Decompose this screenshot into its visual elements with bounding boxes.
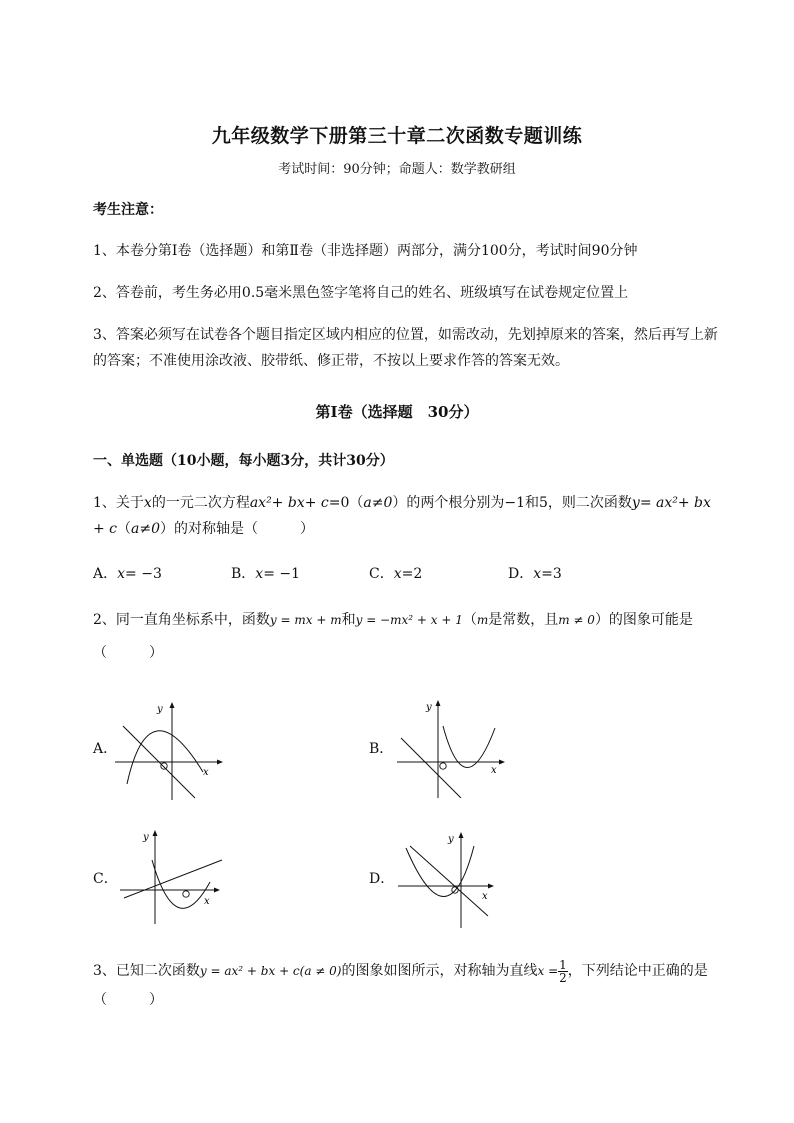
x-axis-label: x	[491, 765, 497, 776]
parabola-graph	[406, 846, 474, 897]
option-var: x	[117, 566, 126, 582]
q1-option-d[interactable]	[508, 563, 562, 583]
q3-fraction-denominator: 2	[559, 970, 567, 985]
page-title: 九年级数学下册第三十章二次函数专题训练	[211, 125, 583, 147]
q1-text-f: ）的对称轴是（ ）	[160, 521, 315, 537]
q1-text-d: ）的两个根分别为−1和5，则二次函数	[392, 495, 632, 511]
x-axis-arrow-icon	[499, 760, 505, 765]
q1-option-a[interactable]	[93, 563, 162, 583]
y-axis-label: y	[426, 702, 432, 713]
section-title: 第I卷（选择题 30分）	[315, 403, 479, 421]
x-axis-arrow-icon	[214, 888, 220, 893]
linear-graph	[401, 738, 461, 798]
q3-text-c: ，下列结论中正确的是	[567, 963, 708, 979]
question-3-line-1	[93, 955, 708, 987]
x-axis-label: x	[482, 891, 488, 902]
option-value: =2	[401, 566, 423, 582]
y-axis-arrow-icon	[436, 700, 441, 706]
notice-item-2: 2、答卷前，考生务必用0.5毫米黑色签字笔将自己的姓名、班级填写在试卷规定位置上	[93, 285, 629, 301]
q2-option-b-graph[interactable]	[395, 698, 505, 798]
option-var: x	[533, 566, 542, 582]
q1-text-c: =0（	[328, 495, 364, 511]
linear-graph	[410, 846, 488, 916]
question-1-line-2	[93, 519, 314, 539]
parabola-graph	[152, 860, 210, 908]
option-var: x	[255, 566, 264, 582]
page-subtitle: 考试时间：90分钟；命题人：数学教研组	[278, 162, 516, 177]
q3-text-a: 3、已知二次函数	[93, 963, 200, 979]
x-axis-label: x	[203, 767, 209, 778]
origin-marker	[183, 891, 189, 897]
notice-heading: 考生注意：	[93, 202, 163, 218]
option-label: B．	[231, 566, 256, 582]
q2-text-c: （	[462, 612, 477, 628]
q2-text-d: 是常数，且	[488, 612, 559, 628]
q1-equation: ax²+ bx+ c	[249, 495, 329, 511]
q2-option-c-label[interactable]: C．	[93, 871, 118, 887]
y-axis-label: y	[143, 832, 149, 843]
q2-function-1: y = mx + m	[269, 613, 342, 627]
option-label: A．	[93, 566, 118, 582]
option-label: C．	[369, 566, 394, 582]
part-heading: 一、单选题（10小题，每小题3分，共计30分）	[93, 453, 394, 469]
option-value: = −3	[125, 566, 162, 582]
origin-marker	[440, 763, 446, 769]
q1-text-a: 1、关于	[93, 495, 144, 511]
q1-function: y= ax²+ bx	[631, 495, 711, 511]
q3-x-equals: x =	[537, 964, 559, 978]
q3-answer-blank: （ ）	[93, 992, 163, 1008]
q2-text-e: ）的图象可能是	[594, 612, 693, 628]
q1-text-e: （	[117, 521, 132, 537]
q2-answer-blank: （ ）	[93, 645, 163, 661]
q1-function-cont: + c	[93, 521, 118, 537]
y-axis-label: y	[157, 704, 163, 715]
question-2-line-1	[93, 610, 693, 630]
q2-var-m: m	[476, 613, 489, 627]
q1-option-c[interactable]	[369, 563, 422, 583]
q3-text-b: 的图象如图所示，对称轴为直线	[341, 963, 538, 979]
y-axis-arrow-icon	[459, 832, 464, 838]
x-axis-arrow-icon	[488, 884, 494, 889]
q2-option-c-graph[interactable]	[118, 826, 228, 926]
q1-condition: a≠0	[363, 495, 393, 511]
q2-option-a-label[interactable]: A．	[93, 741, 118, 757]
option-value: =3	[541, 566, 562, 582]
q3-function: y = ax² + bx + c(a ≠ 0)	[199, 964, 342, 978]
q2-option-d-graph[interactable]	[396, 828, 506, 928]
parabola-graph	[127, 731, 203, 784]
q2-function-2: y = −mx² + x + 1	[355, 613, 463, 627]
q2-option-a-graph[interactable]	[113, 700, 223, 800]
q2-option-b-label[interactable]: B．	[369, 741, 394, 757]
q2-condition: m ≠ 0	[558, 613, 595, 627]
notice-item-3: 3、答案必须写在试卷各个题目指定区域内相应的位置，如需改动，先划掉原来的答案，然后再写上新	[93, 327, 718, 343]
linear-graph	[124, 860, 222, 898]
y-axis-arrow-icon	[153, 830, 158, 836]
x-axis-arrow-icon	[217, 760, 223, 765]
q1-var-x: x	[143, 495, 152, 511]
q3-fraction-numerator: 1	[559, 957, 567, 972]
option-value: = −1	[263, 566, 301, 582]
q1-condition-2: a≠0	[131, 521, 161, 537]
question-1-line-1	[93, 493, 711, 513]
option-label: D．	[508, 566, 534, 582]
parabola-graph	[443, 726, 495, 768]
origin-marker	[161, 763, 167, 769]
notice-item-3-cont: 的答案；不准使用涂改液、胶带纸、修正带，不按以上要求作答的答案无效。	[93, 353, 569, 369]
option-var: x	[393, 566, 402, 582]
q2-text-a: 2、同一直角坐标系中，函数	[93, 612, 270, 628]
q1-option-b[interactable]	[231, 563, 300, 583]
q3-fraction	[558, 959, 568, 984]
y-axis-arrow-icon	[170, 702, 175, 708]
y-axis-label: y	[448, 834, 454, 845]
q1-text-b: 的一元二次方程	[151, 495, 250, 511]
notice-item-1: 1、本卷分第I卷（选择题）和第Ⅱ卷（非选择题）两部分，满分100分，考试时间90分钟	[93, 243, 638, 259]
q2-text-b: 和	[341, 612, 356, 628]
q2-option-d-label[interactable]: D．	[369, 871, 395, 887]
x-axis-label: x	[204, 896, 210, 907]
